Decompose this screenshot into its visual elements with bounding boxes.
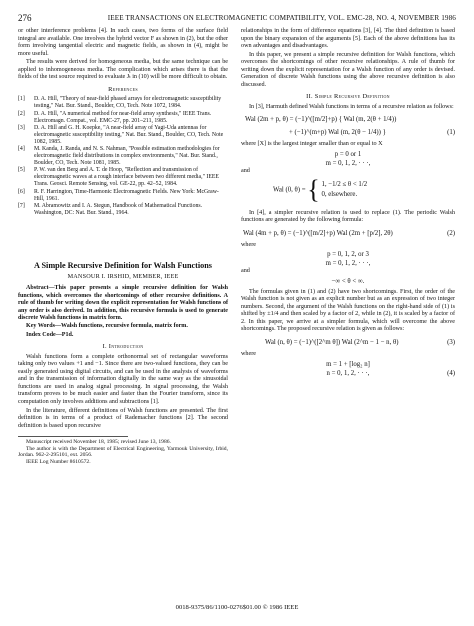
condition: m = 0, 1, 2, · · ·, <box>325 160 371 168</box>
reference-text: M. Abramowitz and I. A. Stegun, Handbook of Mathematical Functions. Washington, DC: Nat. Bur. Stand., 1964. <box>34 202 203 216</box>
reference-text: D. A. Hill, "Theory of near-field phased arrays for electromagnetic susceptibility testing," Nat. Bur. Stand., Boulder, CO, Tech. Note 1072, 1984. <box>34 96 222 110</box>
paragraph: where [X] is the largest integer smaller than or equal to X <box>241 141 383 148</box>
reference-number: [1] <box>18 96 25 103</box>
footnote-rule <box>18 436 228 465</box>
paragraph: and <box>241 268 250 275</box>
paragraph: The results were derived for homogeneous media, but the same technique can be applied to inhomogeneous media. The complication which arises there is that the fields of the test source required to evaluate Jₜ in (10) will be more difficult to obtain. <box>18 59 228 81</box>
reference-item <box>18 203 228 217</box>
condition: p = 0 or 1 <box>334 151 362 159</box>
abstract: Abstract—This paper presents a simple recursive definition for Walsh functions, which overcomes the shortcomings of other recursive definitions. A rule of thumb for writing down the explicit representation for Walsh functions of any order is also derived. In addition, this recursive formula is used to generate discrete Walsh functions in matrix form. <box>18 285 228 321</box>
paragraph: The formulas given in (1) and (2) have two shortcomings. First, the order of the Walsh function is not given as an explicit number but as an expression of two integer numbers. Second, the argument of the Walsh functions on the right-hand side of (1) is shifted by ±1/4 and then scaled by a factor of 2, while in (2), it is scaled by a factor of 2. In this paper, we arrive at a simpler formula, which will overcome the above shortcomings. The proposed recursive relation is given as follows: <box>241 288 455 333</box>
reference-item <box>18 96 228 110</box>
right-column <box>241 28 455 378</box>
paragraph: In [3], Harmuth defined Walsh functions in terms of a recursive relation as follows: <box>249 103 454 110</box>
reference-item <box>18 189 228 203</box>
paragraph: where <box>241 351 257 358</box>
paragraph: and <box>241 168 250 175</box>
reference-text: P. W. van den Berg and A. T. de Hoop, "Reflection and transmission of electromagnetic waves at a rough interface between two different media," IEEE Trans. Geosci. Remote Sensing, vol. GE-22, pp. 42–52, 1984. <box>34 167 219 188</box>
equation-text: Wal (4m + p, θ) = (−1)^([m/2]+p) Wal (2m + [p/2], 2θ) <box>243 229 393 237</box>
references-heading: References <box>108 85 138 93</box>
reference-text: R. F. Harrington, Time-Harmonic Electromagnetic Fields. New York: McGraw-Hill, 1961. <box>34 188 219 202</box>
reference-number: [3] <box>18 125 25 131</box>
page-number: 276 <box>18 13 32 23</box>
footnote-line: IEEE Log Number 8610572. <box>26 458 91 465</box>
equation-3 <box>241 338 455 347</box>
copyright-line: 0018-9375/86/1100-0276$01.00 © 1986 IEEE <box>175 604 299 611</box>
paragraph: In [4], a simpler recursive relation is used to replace (1). The periodic Walsh functions are generated by the following formula: <box>241 209 455 224</box>
reference-text: D. A. Hill, "A numerical method for near-field array synthesis," IEEE Trans. Electromagn. Compat., vol. EMC-27, pp. 201–211, 1985. <box>34 110 212 124</box>
condition: m = 0, 1, 2, · · ·, <box>325 260 371 268</box>
footnote-line: Manuscript received November 18, 1985; revised June 13, 1986. <box>26 439 171 446</box>
reference-item <box>18 167 228 188</box>
equation-number: (4) <box>447 369 455 377</box>
condition: −∞ < θ < ∞. <box>331 277 365 285</box>
reference-item <box>18 125 228 146</box>
condition: m = 1 + [log₂ n] <box>326 360 370 368</box>
reference-number: [6] <box>18 188 25 195</box>
cases <box>321 180 367 200</box>
paragraph: or other interference problems [4]. In such cases, two forms of the surface field integral are available. One involves the hybrid vector F as shown in (2), but the other form involving tangential electric and magnetic fields, as shown in (4), might be more useful. <box>18 28 228 57</box>
equation-number: (3) <box>447 339 455 347</box>
reference-item <box>18 146 228 167</box>
equation-text: + (−1)^(m+p) Wal (m, 2(θ − 1/4)) } <box>289 129 386 137</box>
references-list <box>18 96 228 216</box>
condition-with-number <box>241 369 455 378</box>
paragraph: relationships in the form of difference equations [3], [4]. The third definition is based upon the binary expansion of the arguments [5]. Each of the above definitions has its own advantages and disadvantages. <box>241 28 455 50</box>
reference-number: [7] <box>18 202 25 209</box>
keywords: Key Words—Walsh functions, recursive formula, matrix form. <box>26 323 188 330</box>
brace-glyph: { <box>307 174 320 204</box>
index-code: Index Code—P1d. <box>26 331 74 338</box>
reference-number: [5] <box>18 167 25 174</box>
article-title: A Simple Recursive Definition for Walsh Functions <box>33 260 212 270</box>
case-2: 0, elsewhere. <box>321 190 358 198</box>
wal-zero-definition <box>241 174 455 204</box>
reference-text: M. Kanda, J. Randa, and N. S. Nahman, "Possible estimation methodologies for electromagnetic field distributions in complex environments," Nat. Bur. Stand., Boulder, CO, Tech. Note 1081, 1985. <box>34 146 220 167</box>
condition: n = 0, 1, 2, · · ·, <box>326 369 370 377</box>
left-column <box>18 28 228 466</box>
journal-title: IEEE TRANSACTIONS ON ELECTROMAGNETIC COMPATIBILITY, VOL. EMC-28, NO. 4, NOVEMBER 1986 <box>107 14 456 22</box>
section-heading: II. Simple Recursive Definition <box>306 93 390 101</box>
running-header <box>18 13 456 23</box>
case-1: 1, −1/2 ≤ θ < 1/2 <box>321 180 368 188</box>
condition: p = 0, 1, 2, or 3 <box>327 251 369 259</box>
section-heading: I. Introduction <box>102 343 144 351</box>
wal-zero-lhs: Wal (0, θ) = <box>273 186 306 194</box>
reference-number: [2] <box>18 110 25 117</box>
reference-text: D. A. Hill and G. H. Koepke, "A near-field array of Yagi-Uda antennas for electromagnetic susceptibility testing," Nat. Bur. Stand., Boulder, CO, Tech. Note 1082, 1985. <box>34 125 224 145</box>
equation-2 <box>241 229 455 238</box>
paragraph: In this paper, we present a simple recursive definition for Walsh functions, which overcomes the shortcomings of other recursive relationships. A rule of thumb for writing down the explicit representation for a Walsh function of any order is devised. Generation of discrete Walsh functions using the above recursive definition is also discussed. <box>241 51 455 88</box>
equation-text: Wal (n, θ) = (−1)^([2^m θ]) Wal (2^m − 1 − n, θ) <box>265 339 399 347</box>
paragraph: In the literature, different definitions of Walsh functions are presented. The first definition is in terms of a product of Rademacher functions [2]. The second definition is based upon recursive <box>18 407 228 429</box>
paragraph: where <box>241 241 257 248</box>
paragraph: Walsh functions form a complete orthonormal set of rectangular waveforms taking only two values +1 and −1. Since there are two-valued functions, they can be easily generated using digital circuits, and can be used in the analysis of waveforms and in the transmission of information digitally in the same way as the sinusoidal functions are used in analog signal processing. In signal processing, the Walsh transform proves to be much easier and faster than the Fourier transform, since its computation only involves additions and subtractions [1]. <box>18 353 228 405</box>
equation-number: (1) <box>447 129 455 137</box>
footnote-line: The author is with the Department of Electrical Engineering, Yarmouk University, Irbid, Jordan. 962-2-295101, ext. 2056. <box>18 445 228 459</box>
equation-1-line-1: Wal (2m + p, θ) = (−1)^([m/2]+p) { Wal (m, 2(θ + 1/4)) <box>245 116 397 124</box>
equation-1-line-2 <box>241 128 455 137</box>
reference-number: [4] <box>18 146 25 153</box>
author-line: MANSOUR I. IRSHID, MEMBER, IEEE <box>67 272 179 280</box>
equation-number: (2) <box>447 229 455 237</box>
reference-item <box>18 111 228 125</box>
